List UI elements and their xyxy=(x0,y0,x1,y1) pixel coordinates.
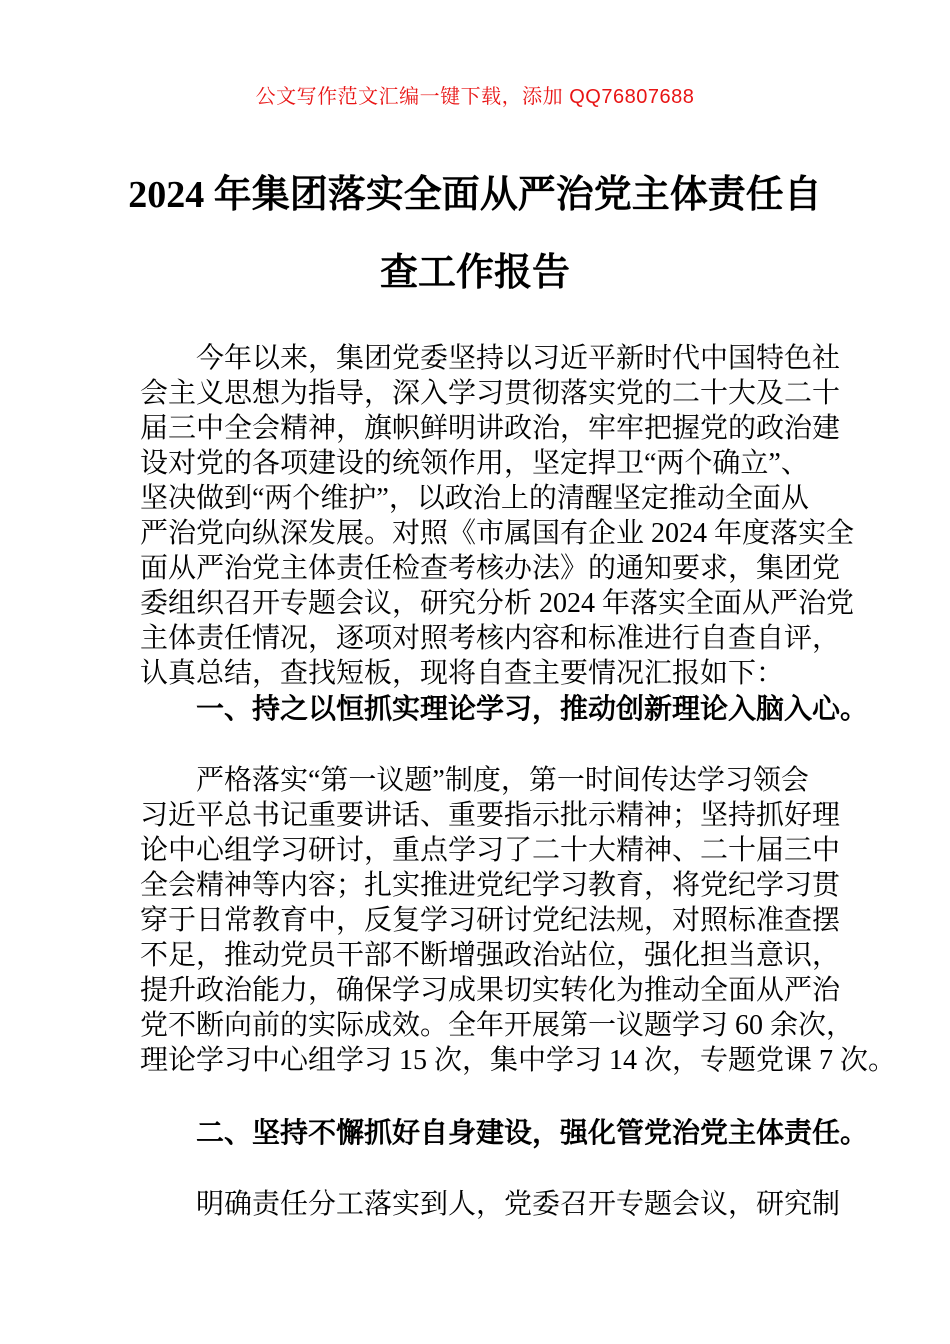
text-line: 习近平总书记重要讲话、重要指示批示精神；坚持抓好理 xyxy=(140,800,841,831)
text-line: 今年以来，集团党委坚持以习近平新时代中国特色社 xyxy=(196,343,841,374)
paragraph-block xyxy=(140,1187,841,1222)
title-line: 2024 年集团落实全面从严治党主体责任自 xyxy=(128,174,822,216)
text-line: 提升政治能力，确保学习成果切实转化为推动全面从严治 xyxy=(140,975,841,1006)
text-line: 认真总结，查找短板，现将自查主要情况汇报如下： xyxy=(140,658,785,689)
text-line: 一、持之以恒抓实理论学习，推动创新理论入脑入心。 xyxy=(196,693,869,724)
section-heading xyxy=(140,1115,869,1150)
section-heading xyxy=(140,691,869,726)
text-line: 会主义思想为指导，深入学习贯彻落实党的二十大及二十 xyxy=(140,378,841,409)
text-line: 理论学习中心组学习 15 次，集中学习 14 次，专题党课 7 次。 xyxy=(140,1045,897,1076)
text-line: 明确责任分工落实到人，党委召开专题会议，研究制 xyxy=(196,1189,841,1220)
document-body xyxy=(140,341,897,1222)
text-line: 届三中全会精神，旗帜鲜明讲政治，牢牢把握党的政治建 xyxy=(140,413,841,444)
header-note: 公文写作范文汇编一键下载，添加 QQ76807688 xyxy=(255,86,695,108)
text-line: 主体责任情况，逐项对照考核内容和标准进行自查自评， xyxy=(140,623,841,654)
paragraph-block xyxy=(140,341,855,691)
text-line: 设对党的各项建设的统领作用，坚定捍卫“两个确立”、 xyxy=(140,448,809,479)
text-line: 面从严治党主体责任检查考核办法》的通知要求，集团党 xyxy=(140,553,841,584)
text-line: 论中心组学习研讨，重点学习了二十大精神、二十届三中 xyxy=(140,835,841,866)
text-line: 委组织召开专题会议，研究分析 2024 年落实全面从严治党 xyxy=(140,588,855,619)
text-line: 穿于日常教育中，反复学习研讨党纪法规，对照标准查摆 xyxy=(140,905,841,936)
paragraph-block xyxy=(140,763,897,1078)
text-line: 严格落实“第一议题”制度，第一时间传达学习领会 xyxy=(196,765,809,796)
text-line: 严治党向纵深发展。对照《市属国有企业 2024 年度落实全 xyxy=(140,518,855,549)
text-line: 不足，推动党员干部不断增强政治站位，强化担当意识， xyxy=(140,940,841,971)
title-line: 查工作报告 xyxy=(379,252,570,294)
text-line: 党不断向前的实际成效。全年开展第一议题学习 60 余次， xyxy=(140,1010,855,1041)
text-line: 坚决做到“两个维护”，以政治上的清醒坚定推动全面从 xyxy=(140,483,809,514)
text-line: 全会精神等内容；扎实推进党纪学习教育，将党纪学习贯 xyxy=(140,870,841,901)
text-line: 二、坚持不懈抓好自身建设，强化管党治党主体责任。 xyxy=(196,1117,869,1148)
document-title xyxy=(0,156,950,312)
